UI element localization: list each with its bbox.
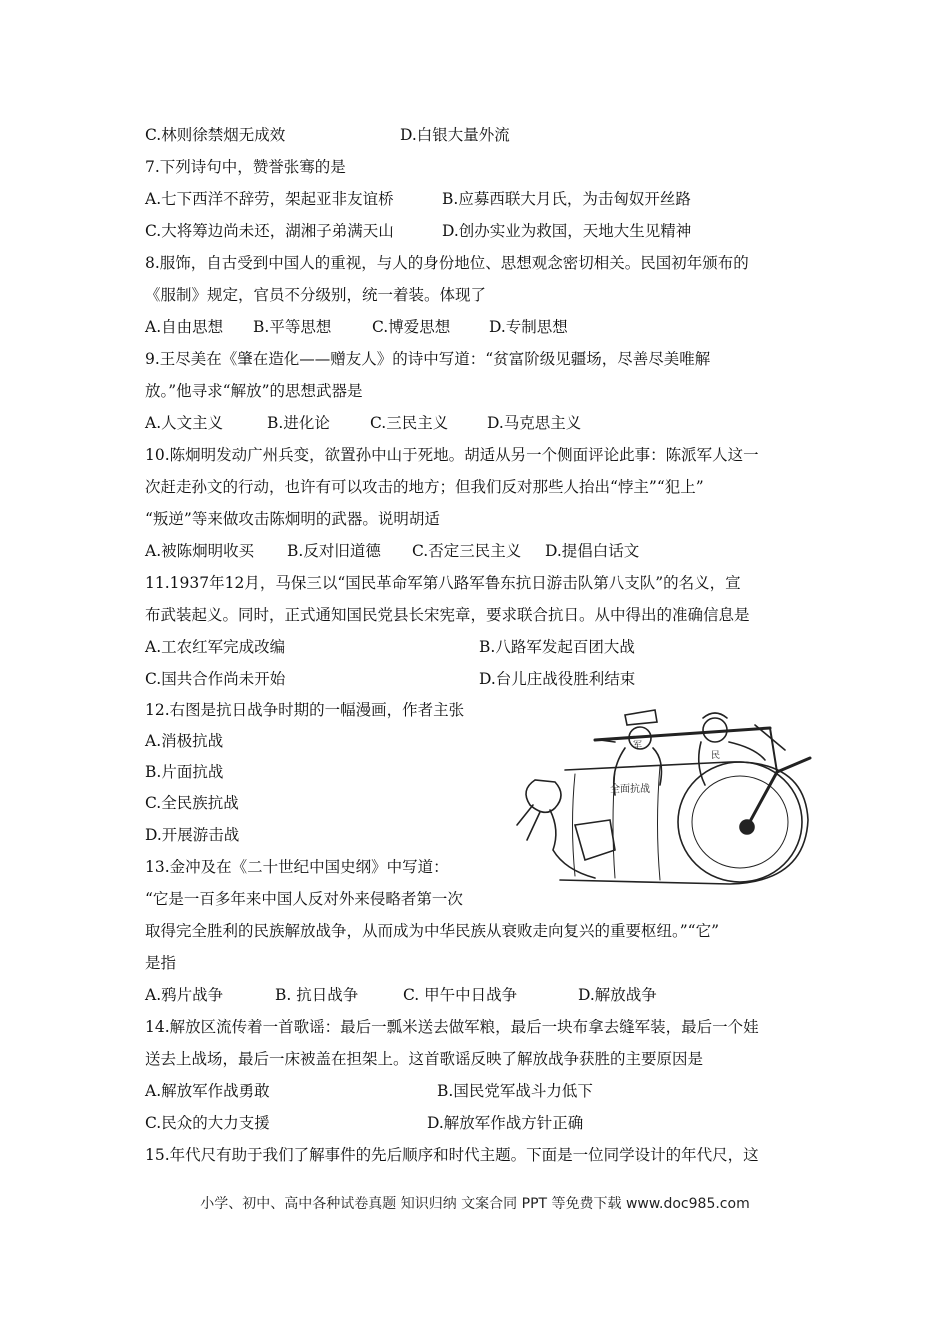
q11-stem-line-1: 11.1937年12月，马保三以“国民革命军第八路军鲁东抗日游击队第八支队”的名义，宣	[145, 574, 741, 592]
q14-stem-line-2: 送去上战场，最后一床被盖在担架上。这首歌谣反映了解放战争获胜的主要原因是	[145, 1050, 704, 1068]
q14-option-d: D.解放军作战方针正确	[427, 1114, 584, 1132]
q8-option-b: B.平等思想	[253, 318, 332, 336]
q7-option-d: D.创办实业为救国，天地大生见精神	[442, 222, 692, 240]
q11-stem-line-2: 布武装起义。同时，正式通知国民党县长宋宪章，要求联合抗日。从中得出的准确信息是	[145, 606, 750, 624]
q13-option-c: C. 甲午中日战争	[403, 986, 518, 1004]
q10-stem-line-1: 10.陈炯明发动广州兵变，欲置孙中山于死地。胡适从另一个侧面评论此事：陈派军人这一	[145, 446, 759, 464]
q11-option-b: B.八路军发起百团大战	[479, 638, 635, 656]
q13-stem-line-2: “它是一百多年来中国人反对外来侵略者第一次	[145, 890, 463, 908]
q7-stem: 7.下列诗句中，赞誉张骞的是	[145, 158, 346, 176]
q13-stem-line-1: 13.金冲及在《二十世纪中国史纲》中写道：	[145, 858, 449, 876]
q12-option-c: C.全民族抗战	[145, 794, 239, 812]
q13-stem-line-3: 取得完全胜利的民族解放战争，从而成为中华民族从衰败走向复兴的重要枢纽。”“它”	[145, 922, 720, 940]
q10-option-d: D.提倡白话文	[545, 542, 640, 560]
q8-stem-line-2: 《服制》规定，官员不分级别，统一着装。体现了	[145, 286, 487, 304]
q12-option-d: D.开展游击战	[145, 826, 240, 844]
q7-option-b: B.应募西联大月氏，为击匈奴开丝路	[442, 190, 691, 208]
war-cartoon-illustration	[515, 700, 815, 890]
q13-option-a: A.鸦片战争	[145, 986, 224, 1004]
q13-option-d: D.解放战争	[578, 986, 657, 1004]
q9-option-b: B.进化论	[267, 414, 330, 432]
q7-option-a: A.七下西洋不辞劳，架起亚非友谊桥	[145, 190, 394, 208]
q10-stem-line-2: 次赶走孙文的行动，也许有可以攻击的地方；但我们反对那些人抬出“悖主”“犯上”	[145, 478, 704, 496]
q10-stem-line-3: “叛逆”等来做攻击陈炯明的武器。说明胡适	[145, 510, 440, 528]
q11-option-a: A.工农红军完成改编	[145, 638, 286, 656]
q13-option-b: B. 抗日战争	[275, 986, 359, 1004]
q12-option-b: B.片面抗战	[145, 763, 224, 781]
q9-option-d: D.马克思主义	[487, 414, 582, 432]
q6-option-d: D.白银大量外流	[400, 126, 510, 144]
q10-option-a: A.被陈炯明收买	[145, 542, 255, 560]
q8-option-a: A.自由思想	[145, 318, 224, 336]
q8-option-c: C.博爱思想	[372, 318, 451, 336]
q15-stem-line-1: 15.年代尺有助于我们了解事件的先后顺序和时代主题。下面是一位同学设计的年代尺，这	[145, 1146, 759, 1164]
q12-option-a: A.消极抗战	[145, 732, 224, 750]
q14-stem-line-1: 14.解放区流传着一首歌谣：最后一瓢米送去做军粮，最后一块布拿去缝军装，最后一个娃	[145, 1018, 759, 1036]
q10-option-c: C.否定三民主义	[412, 542, 522, 560]
cartoon-figure-right-label: 民	[711, 751, 721, 761]
q8-option-d: D.专制思想	[489, 318, 568, 336]
q6-option-c: C.林则徐禁烟无成效	[145, 126, 286, 144]
q7-option-c: C.大将筹边尚未还，湖湘子弟满天山	[145, 222, 394, 240]
cartoon-roller-label: 全面抗战	[610, 784, 650, 795]
q11-option-d: D.台儿庄战役胜利结束	[479, 670, 636, 688]
q13-stem-line-4: 是指	[145, 954, 177, 972]
q9-stem-line-2: 放。”他寻求“解放”的思想武器是	[145, 382, 363, 400]
cartoon-figure-left-label: 军	[633, 741, 643, 751]
q9-option-c: C.三民主义	[370, 414, 449, 432]
q14-option-b: B.国民党军战斗力低下	[437, 1082, 593, 1100]
q11-option-c: C.国共合作尚未开始	[145, 670, 286, 688]
q9-stem-line-1: 9.王尽美在《肇在造化——赠友人》的诗中写道：“贫富阶级见疆场，尽善尽美唯解	[145, 350, 711, 368]
q12-stem: 12.右图是抗日战争时期的一幅漫画，作者主张	[145, 701, 465, 719]
q14-option-a: A.解放军作战勇敢	[145, 1082, 270, 1100]
q9-option-a: A.人文主义	[145, 414, 224, 432]
q10-option-b: B.反对旧道德	[287, 542, 381, 560]
q14-option-c: C.民众的大力支援	[145, 1114, 270, 1132]
q8-stem-line-1: 8.服饰，自古受到中国人的重视，与人的身份地位、思想观念密切相关。民国初年颁布的	[145, 254, 749, 272]
page-footer: 小学、初中、高中各种试卷真题 知识归纳 文案合同 PPT 等免费下载 www.doc985.com	[200, 1196, 750, 1212]
